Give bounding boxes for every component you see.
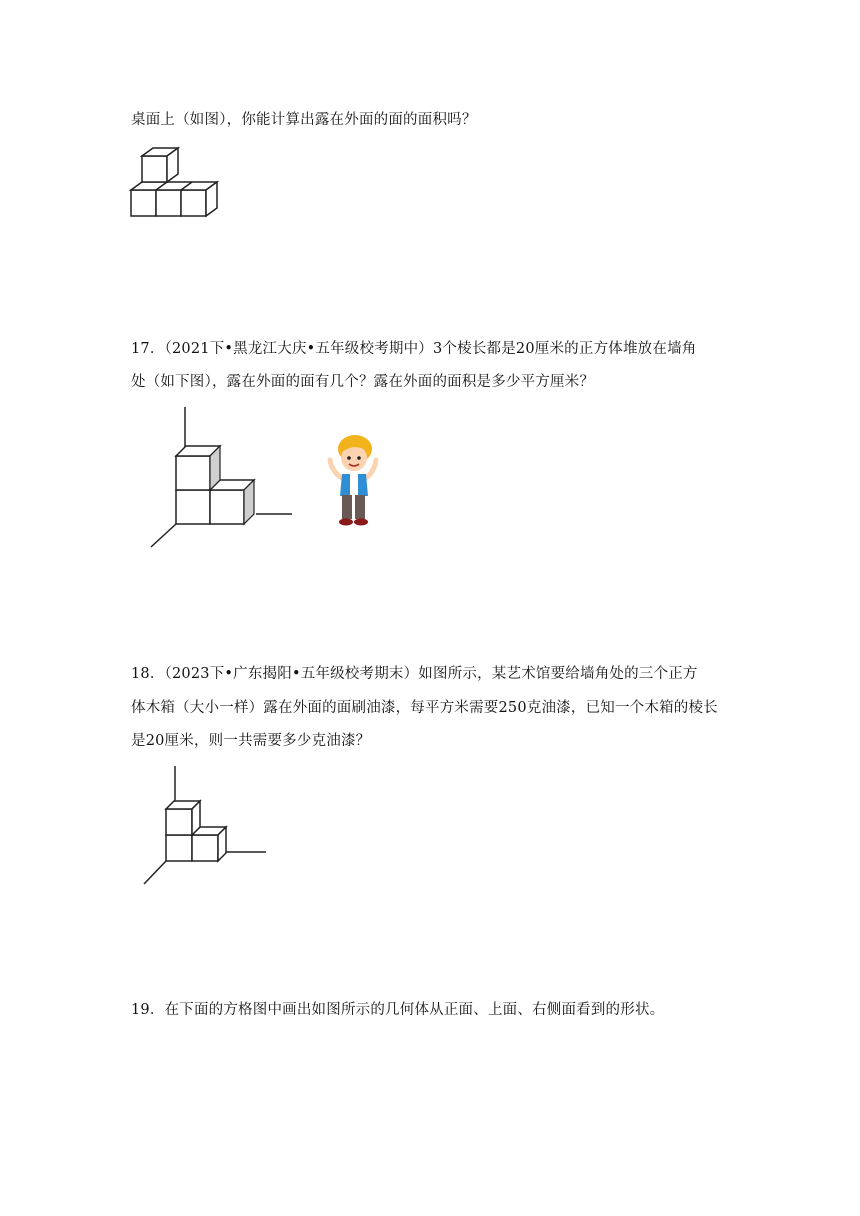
- cartoon-boy-illustration: [322, 432, 382, 528]
- corner-cubes-figure-18: [140, 764, 270, 888]
- q18-text-line3: 是20厘米，则一共需要多少克油漆？: [131, 733, 371, 749]
- cube-stack-figure-16: [128, 144, 223, 220]
- q18-text-line1: 18．（2023下•广东揭阳•五年级校考期末）如图所示，某艺术馆要给墙角处的三个正方: [131, 666, 698, 682]
- corner-cubes-figure-17: [146, 404, 296, 552]
- q17-text-line2: 处（如下图），露在外面的面有几个？露在外面的面积是多少平方厘米？: [131, 374, 595, 390]
- q19-text-line1: 19．在下面的方格图中画出如图所示的几何体从正面、上面、右侧面看到的形状。: [131, 1002, 665, 1018]
- q18-text-line2: 体木箱（大小一样）露在外面的面刷油漆，每平方米需要250克油漆，已知一个木箱的棱长: [131, 700, 718, 716]
- q17-text-line1: 17．（2021下•黑龙江大庆•五年级校考期中）3个棱长都是20厘米的正方体堆放在墙角: [131, 341, 697, 357]
- q16-text: 桌面上（如图），你能计算出露在外面的面的面积吗？: [131, 112, 477, 128]
